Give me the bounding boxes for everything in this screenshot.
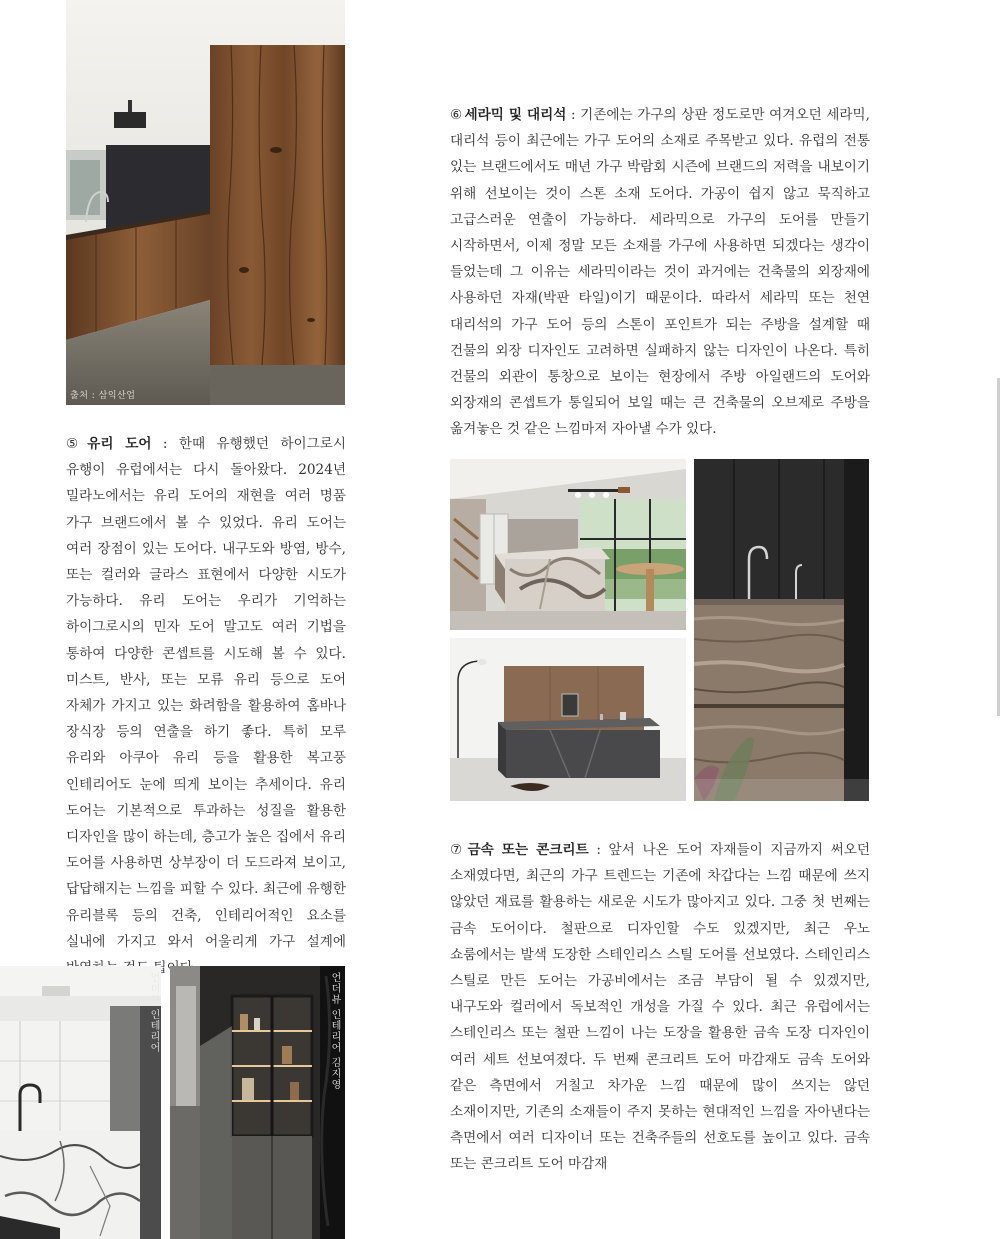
dark-island-illustration — [450, 638, 686, 801]
section-number: ⑥ — [450, 107, 463, 123]
wood-kitchen-illustration — [66, 0, 345, 405]
photo-dark-island — [450, 638, 686, 801]
marble-island-illustration — [450, 459, 686, 630]
photo-marble-kitchen — [0, 966, 161, 1239]
section-title: 세라믹 및 대리석 — [464, 107, 567, 123]
marble-kitchen-illustration — [0, 966, 161, 1239]
photo-wood-kitchen — [66, 0, 345, 405]
photo-credit-vertical: 언더뷰 인테리어 김지영 — [329, 972, 340, 1091]
section-number: ⑦ — [450, 842, 466, 858]
photo-credit-vertical: 언더뷰 인테리어 — [148, 972, 159, 1054]
section-body: : 한때 유행했던 하이그로시 유행이 유럽에서는 다시 돌아왔다. 2024년 밀라노에서는 유리 도어의 재현을 여러 명품 가구 브랜드에서 볼 수 있었다. 유리 도어는 여러 장점이 있는 도어다. 내구도와 방염, 방수, 또는 컬러와 글라스 표현에서 다양한 시도가 가능하다. 유리 도어는 우리가 기억하는 하이그로시의 민자 도어 말고도 여러 기법을 통하여 다양한 콘셉트를 시도해 볼 수 있다. 미스트, 반사, 또는 모류 유리 등으로 도어 자체가 가지고 있는 화려함을 활용하여 홈바나 장식장 등의 연출을 하기 좋다. 특히 모루 유리와 아쿠아 유리 등을 활용한 복고풍 인테리어도 눈에 띄게 보이는 추세이다. 유리 도어는 기본적으로 투과하는 성질을 활용한 디자인을 많이 하는데, 층고가 높은 집에서 유리 도어를 사용하면 상부장이 더 도드라져 보이고, 답답해지는 느낌을 피할 수 있다. 최근에 유행한 유리블록 등의 건축, 인테리어적인 요소를 실내에 가지고 와서 어울리게 가구 설계에 — [66, 436, 347, 950]
travertine-island-illustration — [694, 459, 869, 801]
photo-travertine-island — [694, 459, 869, 801]
glass-cabinet-illustration — [170, 966, 345, 1239]
section-ceramic-marble — [450, 102, 870, 443]
section-metal-concrete — [450, 837, 870, 1178]
section-body: : 기존에는 가구의 상판 정도로만 여겨오던 세라믹, 대리석 등이 최근에는 가구 도어의 소재로 주목받고 있다. 유럽의 전통 있는 브랜드에서도 매년 가구 박람회 시즌에 브랜드의 저력을 내보이기 위해 선보이는 것이 스톤 소재 도어다. 가공이 쉽지 않고 묵직하고 고급스러운 연출이 가능하다. 세라믹으로 가구의 도어를 만들기 시작하면서, 이제 정말 모든 소재를 가구에 사용하면 되겠다는 생각이 들었는데 그 이유는 세라믹이라는 것이 과거에는 건축물의 외장재에 사용하던 자재(박판 타일)이기 때문이다. 따라서 세라믹 또는 천연 대리석의 가구 도어 등의 스톤이 포인트가 되는 주방을 설계할 때 건물의 외장 디자인도 고려하면 실패하지 않는 디자인이 나온다. 특히 건물의 외관이 통창으로 보이는 현장에서 주방 아일랜드의 도어와 외장재의 콘셉트가 통일되어 보일 때는 큰 건축물의 오브제로 주방을 옮겨놓은 것 같은 느낌마저 자아낼 수가 있다. — [450, 107, 871, 438]
photo-marble-island — [450, 459, 686, 630]
photo-glass-cabinet — [170, 966, 345, 1239]
section-body: : 앞서 나온 도어 자재들이 지금까지 써오던 소재였다면, 최근의 가구 트렌드는 기존에 차갑다는 느낌 때문에 쓰지 않았던 재료를 활용하는 새로운 시도가 많아지고 있다. 그중 첫 번째는 금속 도어이다. 철판으로 디자인할 수도 있겠지만, 최근 우노 쇼룸에서는 발색 도장한 스테인리스 스틸 도어를 선보였다. 스테인리스 스틸로 만든 도어는 가공비에서는 조금 부담이 될 수 있겠지만, 내구도와 컬러에서 독보적인 개성을 가질 수 있다. 최근 유럽에서는 스테인리스 또는 철판 느낌이 나는 도장을 활용한 금속 도장 디자인이 여러 세트 선보여졌다. 두 번째 콘크리트 도어 마감재도 금속 도어와 같은 측면에서 거칠고 차가운 느낌 때문에 많이 쓰지는 않던 소재이지만, 기존의 소재들이 주지 못하는 현대적인 느낌을 자아낸다는 측면에서 여러 디자이너 또는 건축주들의 선호도를 높이고 있다. 금속 또는 콘크리트 도어 마감재 — [450, 842, 870, 1173]
photo-credit: 출처 : 삼익산업 — [70, 391, 136, 401]
section-title: 유리 도어 — [87, 436, 152, 452]
section-glass-door — [66, 431, 346, 981]
section-title: 금속 또는 콘크리트 — [467, 842, 589, 858]
section-number: ⑤ — [66, 436, 86, 452]
